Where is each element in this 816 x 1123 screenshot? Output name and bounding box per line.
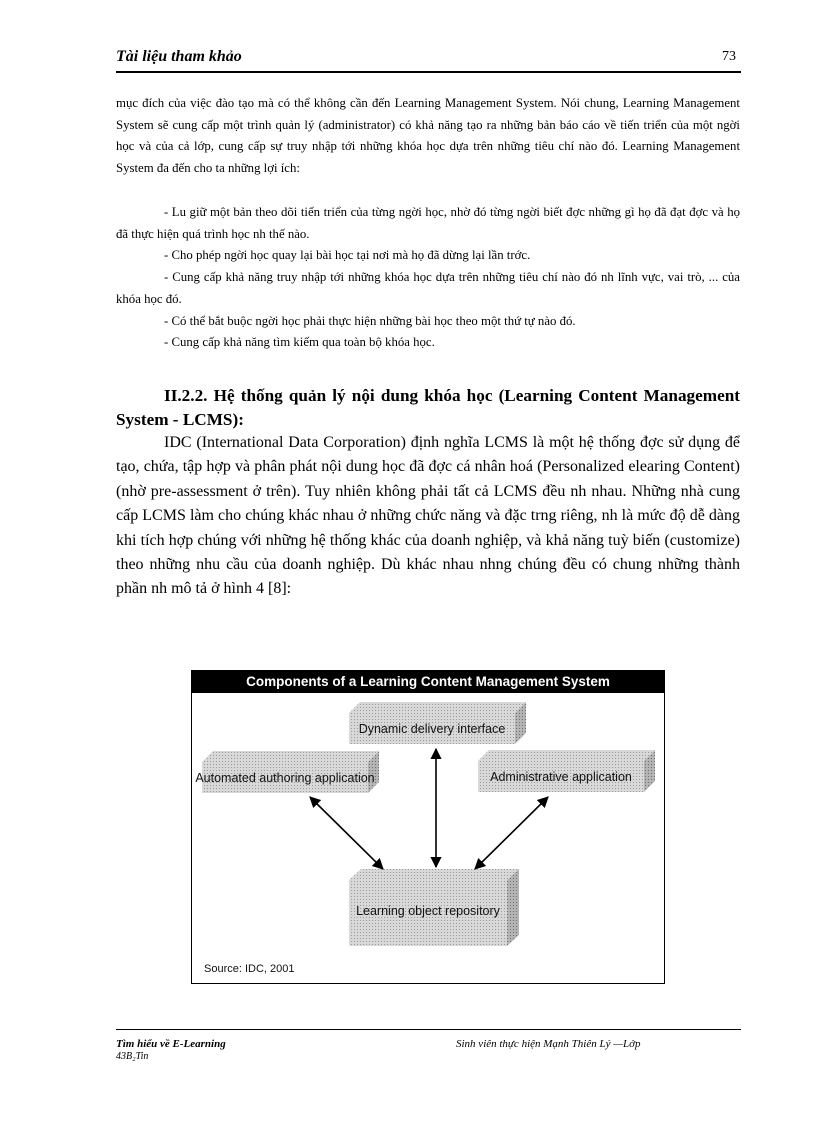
benefit-item: - Cung cấp khả năng tìm kiếm qua toàn bộ khóa học.	[164, 335, 435, 350]
footer-student: Sinh viên thực hiện Mạnh Thiên Lý —Lớp	[456, 1038, 641, 1050]
lcms-figure	[191, 670, 665, 984]
node-repository: Learning object repository	[356, 904, 500, 918]
footer-rule	[116, 1029, 741, 1030]
arrow-admin-repository	[475, 797, 548, 869]
benefit-item: - Lu giữ một bản theo dõi tiến triển của từng ngời học, nhờ đó từng ngời biết đợc những gì họ đã đạt đợc và họ đã thực hiện quá trình học nh thế nào.	[116, 205, 740, 241]
footer-class: 43B₂Tin	[116, 1051, 149, 1062]
figure-source: Source: IDC, 2001	[204, 963, 295, 975]
benefit-item: - Cung cấp khả năng truy nhập tới những khóa học dựa trên những tiêu chí nào đó nh lĩnh vực, vai trò, ... của khóa học đó.	[116, 270, 740, 306]
intro-text-block	[116, 93, 740, 180]
benefit-item: - Cho phép ngời học quay lại bài học tại nơi mà họ đã dừng lại lần trớc.	[164, 248, 531, 263]
benefit-list	[116, 202, 740, 354]
body-text	[116, 431, 740, 602]
node-administrative: Administrative application	[490, 770, 632, 784]
arrow-authoring-repository	[310, 797, 383, 869]
header-title: Tài liệu tham khảo	[116, 48, 242, 65]
intro-paragraph: mục đích của việc đào tạo mà có thể không cần đến Learning Management System. Nói chung, Learning Management System sẽ cung cấp một trình quản lý (administrator) có khả năng tạo ra những bản báo cáo về tiến triển của một ngời học và của cả lớp, cung cấp sự truy nhập tới những khóa học dựa trên những tiêu chí nào đó. Learning Management System đa đến cho ta những lợi ích:	[116, 96, 740, 176]
lcms-paragraph: IDC (International Data Corporation) định nghĩa LCMS là một hệ thống đợc sử dụng để tạo, chứa, tập hợp và phân phát nội dung học đã đợc cá nhân hoá (Personalized elearing Content) (nhờ pre-assessment ở trên). Tuy nhiên không phải tất cả LCMS đều nh nhau. Những nhà cung cấp LCMS làm cho chúng khác nhau ở những chức năng và đặc trng riêng, nh là mức độ dễ dàng khi tích hợp chúng với những hệ thống khác của doanh nghiệp, và khả năng tuỳ biến (customize) theo những nhu cầu của doanh nghiệp. Dù khác nhau nhng chúng đều có chung những thành phần nh mô tả ở hình 4 [8]:	[116, 434, 740, 598]
footer-title: Tìm hiểu về E-Learning	[116, 1038, 226, 1050]
figure-diagram	[192, 671, 664, 983]
figure-title: Components of a Learning Content Management System	[192, 671, 664, 693]
node-authoring: Automated authoring application	[195, 771, 375, 785]
node-dynamic-delivery: Dynamic delivery interface	[358, 722, 506, 736]
section-heading: II.2.2. Hệ thống quản lý nội dung khóa học (Learning Content Management System - LCMS):	[116, 386, 740, 429]
benefit-item: - Có thể bắt buộc ngời học phải thực hiện những bài học theo một thứ tự nào đó.	[164, 313, 576, 328]
header-rule	[116, 71, 741, 73]
page-number: 73	[722, 49, 736, 64]
